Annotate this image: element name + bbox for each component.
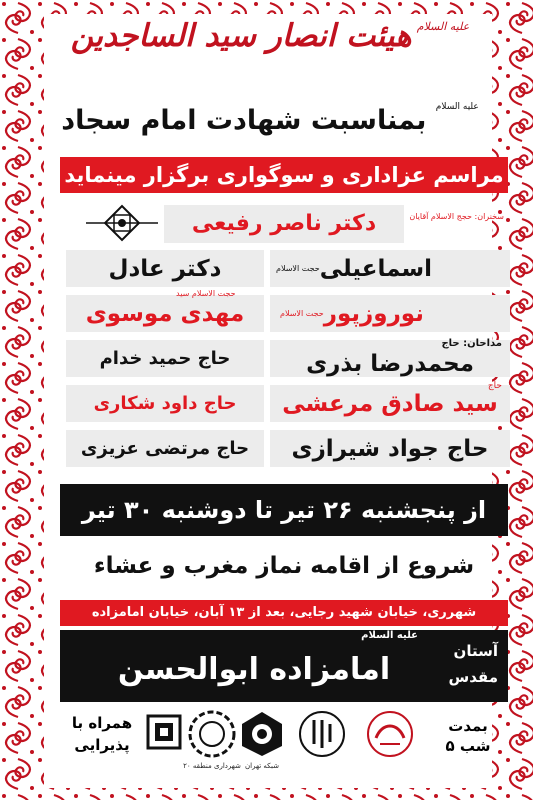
eulogist-name: حاج حمید خدام [99, 348, 231, 369]
eulogist-prefix: حاج [487, 381, 502, 391]
speaker-label: سخنران: حجج الاسلام آقایان [409, 212, 504, 221]
org-honorific: علیه السلام [416, 20, 470, 33]
municipality-logo [186, 708, 238, 760]
eulogist-name: محمدرضا بذری [306, 350, 474, 377]
tehran-network-logo [236, 708, 288, 760]
reception-line1: همراه با [71, 714, 133, 732]
eulogist-item-6 [66, 430, 264, 467]
venue-name: امامزاده ابوالحسن [117, 652, 391, 687]
venue-prefix-line2: مقدس [448, 668, 498, 686]
logo-caption: شهرداری منطقه ۲۰ [183, 762, 241, 770]
eulogist-name: سید صادق مرعشی [282, 390, 498, 417]
eulogist-name: حاج جواد شیرازی [291, 435, 489, 462]
ornament-icon [86, 204, 158, 242]
heyat-logo [364, 708, 416, 760]
duration [432, 716, 504, 756]
venue-bar [60, 630, 508, 702]
eulogist-item-4 [66, 385, 264, 422]
header [60, 16, 480, 56]
venue-prefix-line1: آستان [453, 642, 498, 660]
occasion-honorific: علیه السلام [435, 102, 479, 112]
speaker-name: مهدی موسوی [85, 300, 245, 327]
eulogist-item-3 [270, 381, 510, 422]
duration-line1: بمدت [448, 717, 488, 735]
eulogists-label: مداحان: حاج [441, 338, 502, 349]
eulogist-item-5 [270, 430, 510, 467]
venue-prefix [446, 638, 498, 690]
start-time: شروع از اقامه نماز مغرب و عشاء [93, 553, 475, 579]
dates-text: از پنجشنبه ۲۶ تیر تا دوشنبه ۳۰ تیر [81, 496, 487, 524]
eulogist-item-1 [270, 340, 510, 377]
occasion [60, 104, 480, 144]
speaker-item-2 [66, 250, 264, 287]
ceremony-banner [60, 157, 508, 193]
venue-honorific: علیه السلام [361, 630, 418, 641]
calligraphy-seal-logo [296, 708, 348, 760]
speaker-item-1 [270, 250, 510, 287]
speaker-name: دکتر عادل [108, 255, 222, 282]
reception [62, 712, 142, 756]
speaker-prefix: حجت الاسلام [276, 264, 320, 273]
speaker-name: اسماعیلی [319, 255, 433, 282]
address-bar [60, 600, 508, 626]
occasion-title: بمناسبت شهادت امام سجاد [61, 105, 427, 136]
endowment-logo [138, 708, 190, 760]
speaker-prefix: حجت الاسلام [280, 309, 324, 318]
eulogist-item-2 [66, 340, 264, 377]
eulogist-name: حاج داود شکاری [93, 393, 237, 414]
duration-line2: ۵ شب [445, 737, 491, 755]
logo-caption: شبکه تهران [245, 762, 279, 770]
reception-line2: پذیرایی [74, 736, 130, 754]
ceremony-banner-text: مراسم عزاداری و سوگواری برگزار مینماید [64, 163, 504, 187]
org-name: هیئت انصار سید الساجدین [70, 18, 412, 54]
speaker-item-3 [270, 295, 510, 332]
address-text: شهرری، خیابان شهید رجایی، بعد از ۱۳ آبان، خیابان امامزاده [91, 605, 477, 620]
dates-bar [60, 484, 508, 536]
speaker-name: دکتر ناصر رفیعی [164, 205, 404, 243]
speaker-name: نوروزپور [323, 300, 424, 327]
speaker-row [60, 200, 510, 246]
speaker-prefix: حجت الاسلام سید [176, 289, 236, 298]
speaker-item-4 [66, 289, 264, 332]
eulogist-name: حاج مرتضی عزیزی [80, 438, 250, 459]
